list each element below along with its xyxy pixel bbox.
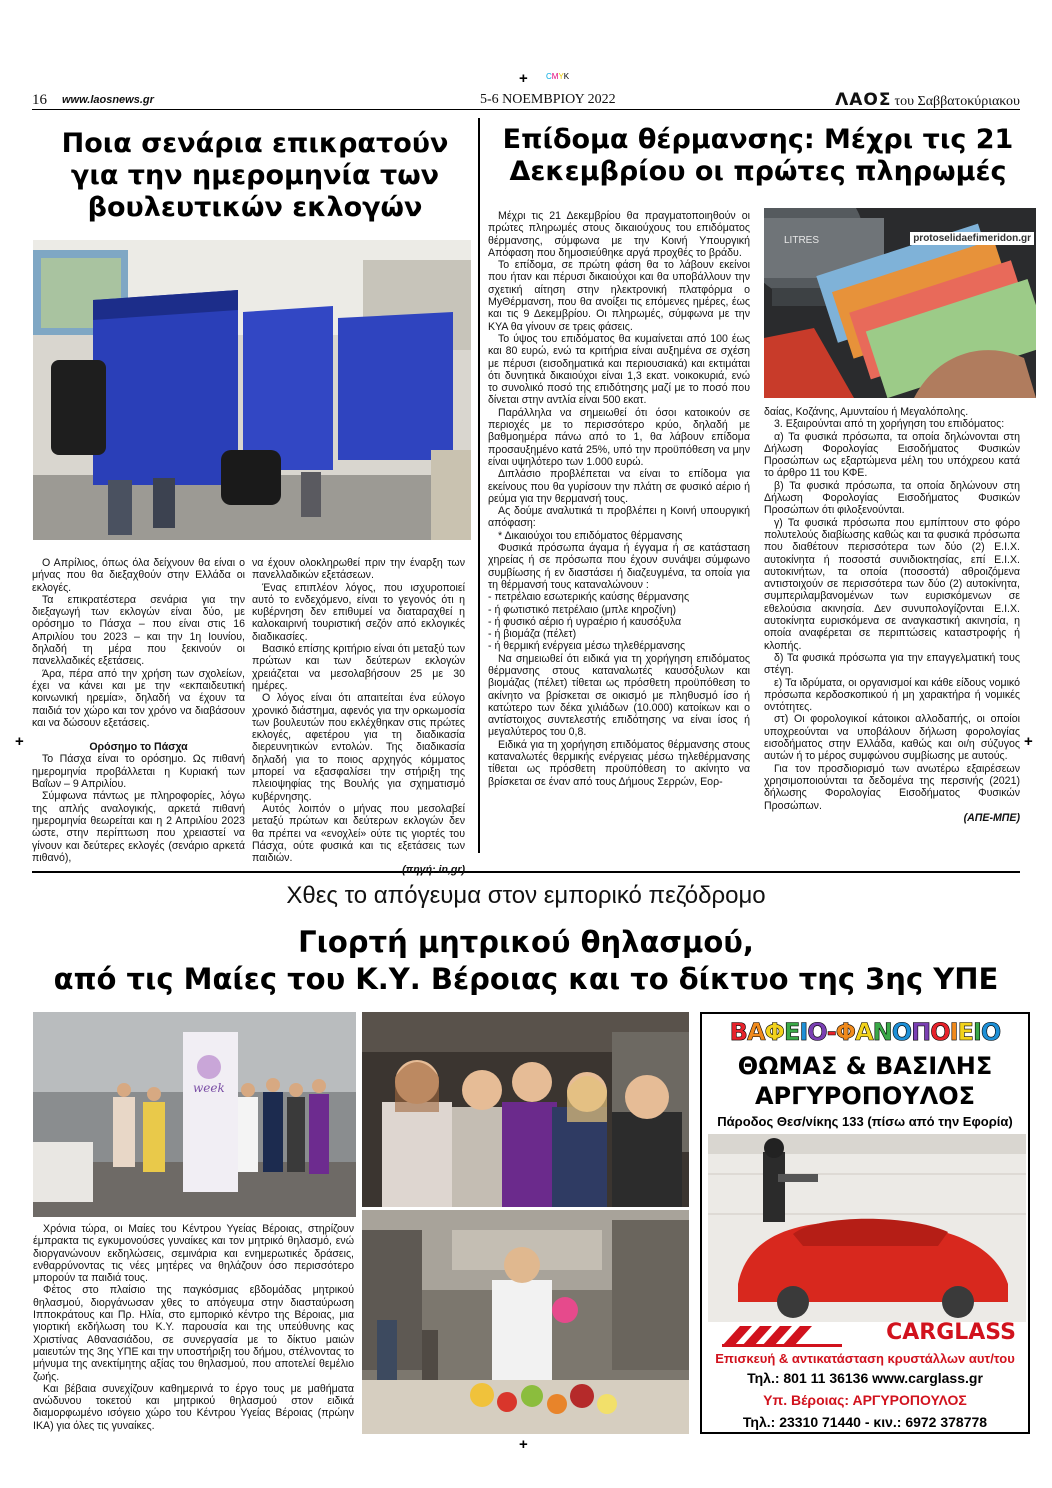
paragraph: Ειδικά για τη χορήγηση επιδόματος θέρμανσης στους καταναλωτές θερμικής ενέργειας μέσω τηλεθέρμανσης τίθεται ως πρόσθετη προϋπόθεση το ακίνητο να βρίσκεται σε έναν από τους Δήμους Σερρών, Εορ- <box>488 738 750 788</box>
ad-heading <box>702 1018 1028 1046</box>
paragraph: Και βέβαια συνεχίζουν καθημερινά το έργο τους με μαθήματα ανώδυνου τοκετού και μητρικού θηλασμού στον ειδικά διαμορφωμένο ισόγειο χώρο του Κέντρου Υγείας Βέροιας (πρώην ΙΚΑ) για όλες τις γυναίκες. <box>33 1382 354 1432</box>
article1-col1 <box>32 557 245 864</box>
paragraph: γ) Τα φυσικά πρόσωπα που εμπίπτουν στο φόρο πολυτελούς διαβίωσης καθώς και τα φυσικά πρόσωπα που διαθέτουν περισσότερα των δύο (2) Ε.Ι.Χ. αυτοκίνητα ή ποσοστά συνιδιοκτησίας, επί Ε.Ι.Χ. αυτοκινήτων, τα οποία (ποσοστά) αθροιζόμενα αντιστοιχούν σε περισσότερα των δύο (2) αυτοκίνητα, συμπεριλαμβανομένων των ευρισκόμενων σε εθελούσια ακινησία. Δεν συνυπολογίζονται Ε.Ι.Χ. αυτοκίνητα ευρισκόμενα σε αναγκαστική ακινησία, η οποία αναφέρεται σε περιπτώσεις καταστροφής ή κλοπής. <box>764 516 1020 652</box>
page-header <box>32 92 1020 110</box>
paragraph: * Δικαιούχοι του επιδόματος θέρμανσης <box>498 529 683 542</box>
heating-money-photo <box>764 208 1036 398</box>
article2-col2 <box>764 406 1020 824</box>
page-number: 16 <box>32 92 47 108</box>
paragraph: Ένας επιπλέον λόγος, που ισχυροποιεί αυτό το ενδεχόμενο, είναι το γεγονός ότι η κυβέρνηση δεν επιθυμεί να διαταραχθεί η καλοκαιρινή τουριστική σεζόν από εκλογικές διαδικασίες. <box>252 581 465 643</box>
bodyshop-advertisement[interactable] <box>700 1012 1030 1434</box>
cmyk-y: Y <box>558 72 564 81</box>
ad-owner-surname: ΑΡΓΥΡΟΠΟΥΛΟΣ <box>754 1082 976 1110</box>
banner-text: week <box>193 1081 225 1095</box>
article2-title: Επίδομα θέρμανσης: Μέχρι τις 21 Δεκεμβρίου οι πρώτες πληρωμές <box>502 124 1014 187</box>
registration-mark-left: + <box>15 733 24 750</box>
brand-logo: ΛΑΟΣ <box>835 90 892 110</box>
paint-booth-photo <box>708 1134 1026 1322</box>
paragraph: Το Πάσχα είναι το ορόσημο. Ως πιθανή ημερομηνία προβάλλεται η Κυριακή των Βαΐων – 9 Απριλίου. <box>32 753 245 791</box>
street-celebration-photo <box>362 1210 689 1434</box>
article3-title-line1: Γιορτή μητρικού θηλασμού, <box>298 925 754 959</box>
paragraph: Αυτός λοιπόν ο μήνας που μεσολαβεί μεταξύ πρώτων και δεύτερων εκλογών δεν θα πρέπει να «ενοχλεί» ούτε τις γιορτές του Πάσχα, ούτε φυσικά και τις εξετάσεις των παιδιών. <box>252 802 465 865</box>
article3-title-line2: από τις Μαίες του Κ.Υ. Βέροιας και το δίκτυο της 3ης ΥΠΕ <box>53 962 999 997</box>
article1-title: Ποια σενάρια επικρατούν για την ημερομηνία των βουλευτικών εκλογών <box>61 128 449 223</box>
list-item: - πετρέλαιο εσωτερικής καύσης θέρμανσης <box>488 591 690 604</box>
list-item: - ή φωτιστικό πετρέλαιο (μπλε κηροζίνη) <box>488 603 677 616</box>
ad-service: Επισκευή & αντικατάσταση κρυστάλλων αυτ/του <box>715 1351 1015 1366</box>
issue-date: 5-6 ΝΟΕΜΒΡΙΟΥ 2022 <box>480 92 616 107</box>
article1-source: (πηγή: in,gr) <box>402 864 465 877</box>
paragraph: Διπλάσιο προβλέπεται να είναι το επίδομα για εκείνους που θα γυρίσουν την πλάτη σε φυσικό αέριο ή ρεύμα για την θερμανσή τους. <box>488 468 750 505</box>
paragraph: Να σημειωθεί ότι ειδικά για τη χορήγηση επιδόματος θέρμανσης στους καταναλωτές καυσόξυλων και βιομάζας (πέλετ) τίθεται ως πρόσθετη προϋπόθεση το ακίνητο να βρίσκεται σε οικισμό με πληθυσμό ίσο ή κατώτερο των δέκα χιλιάδων (10.000) κατοίκων και ο αντίστοιχος συντελεστής επιδότησης να είναι ίσος ή μεγαλύτερος του 0,8. <box>488 652 750 739</box>
site-url[interactable]: www.laosnews.gr <box>62 94 154 106</box>
paragraph: α) Τα φυσικά πρόσωπα, τα οποία δηλώνονται στη Δήλωση Φορολογίας Εισοδήματος Φυσικών Προσώπων ως εξαρτώμενα μέλη του υπόχρεου κατά το άρθρο 11 του ΚΦΕ. <box>764 430 1020 480</box>
paragraph: Φέτος στο πλαίσιο της παγκόσμιας εβδομάδας μητρικού θηλασμού, διοργάνωσαν χθες το απόγευμα στην διασταύρωση Ιπποκράτους και Πρ. Ηλία, στο εμπορικό κέντρο της Βέροιας, μια γιορτική εκδήλωση του Κ.Υ. παρουσία και της υπεύθυνης κας Χριστίνας Αθανασιάδου, σε συνεργασία με το δίκτυο μαιών μαιευτών της 3ης ΥΠΕ και την υποστήριξη του δήμου, στέλνοντας το μήνυμα της ανεκτίμητης αξίας του θηλασμού, που αποτελεί θεμέλιο ζωής. <box>33 1284 354 1383</box>
paragraph: δαίας, Κοζάνης, Αμυνταίου ή Μεγαλόπολης. <box>764 406 969 418</box>
midwives-group-photo <box>33 1012 356 1217</box>
watermark: protoselidaefimeridon.gr <box>910 232 1034 245</box>
paragraph: Χρόνια τώρα, οι Μαίες του Κέντρου Υγείας Βέροιας, στηρίζουν έμπρακτα τις εγκυμονούσες γυναίκες και τον μητρικό θηλασμό, ενώ διοργανώνουν εκδηλώσεις, σεμινάρια και ενημερωτικές δράσεις, ενθαρρύνοντας τις νέες μητέρες να θηλάζουν όσο περισσότερο μπορούν τα παιδιά τους. <box>33 1223 354 1285</box>
article1-col2 <box>252 557 465 877</box>
paragraph: ε) Τα ιδρύματα, οι οργανισμοί και κάθε είδους νομικό πρόσωπα κερδοσκοπικού ή μη χαρακτήρα ή νομικές οντότητες. <box>764 676 1020 714</box>
election-booth-photo <box>33 240 471 540</box>
ad-branch: Υπ. Βέροιας: ΑΡΓΥΡΟΠΟΥΛΟΣ <box>763 1392 967 1408</box>
paragraph: δ) Τα φυσικά πρόσωπα για την επαγγελματική τους στέγη. <box>764 651 1020 677</box>
ad-phone-web[interactable]: Τηλ.: 801 11 36136 www.carglass.gr <box>747 1370 983 1386</box>
column-divider <box>478 118 480 853</box>
carglass-brand: CARGLASS <box>886 1320 1016 1345</box>
cmyk-strip <box>546 72 569 81</box>
midwives-closeup-photo <box>362 1012 689 1207</box>
paragraph: Βασικό επίσης κριτήριο είναι ότι μεταξύ των πρώτων και των δεύτερων εκλογών χρειάζεται να μεσολαβήσουν 25 με 30 ημέρες. <box>252 643 466 692</box>
cmyk-m: M <box>551 72 559 81</box>
article3-kicker: Χθες το απόγευμα στον εμπορικό πεζόδρομο <box>286 882 766 909</box>
registration-mark-right: + <box>1024 733 1033 750</box>
paragraph: Μέχρι τις 21 Δεκεμβρίου θα πραγματοποιηθούν οι πρώτες πληρωμές στους δικαιούχους του επιδόματος θέρμανσης, σύμφωνα με την Κοινή Υπουργική Απόφαση που δημοσιεύθηκε αργά προχθές το βράδυ. <box>488 210 750 259</box>
ad-phones[interactable]: Τηλ.: 23310 71440 - κιν.: 6972 378778 <box>742 1414 988 1430</box>
list-item: - ή φυσικό αέριο ή υγραέριο ή καυσόξυλα <box>488 615 682 628</box>
article3-body <box>33 1223 354 1432</box>
paragraph: Παράλληλα να σημειωθεί ότι όσοι κατοικούν σε περιοχές με το περισσότερο κρύο, δηλαδή με βαθμοημέρα πάνω από το 1, θα λάβουν επίδομα προσαυξημένο κατά 25%, υπό την προϋπόθεση να μην είναι υψηλότερο των 1.000 ευρώ. <box>488 406 750 468</box>
ad-address: Πάροδος Θεσ/νίκης 133 (πίσω από την Εφορία) <box>717 1114 1013 1129</box>
paragraph: Το επίδομα, σε πρώτη φάση θα το λάβουν εκείνοι που ήταν και πέρυσι δικαιούχοι και θα υποβάλλουν την σχετική αίτηση στην ηλεκτρονική πλατφόρμα ο ΜyΘέρμανση, που θα ανοίξει τις επόμενες ημέρες, έως και τις 9 Δεκεμβρίου. Οι πληρωμές, σύμφωνα με την ΚΥΑ θα γίνουν σε τρεις φάσεις. <box>488 259 750 333</box>
cmyk-k: K <box>563 72 570 81</box>
ad-heading-text: ΒΑΦΕΙΟ-ΦΑΝΟΠΟΙΕΙΟ <box>729 1018 1001 1046</box>
paragraph: Σύμφωνα πάντως με πληροφορίες, λόγω της απλής αναλογικής, αρκετά πιθανή ημερομηνία θεωρείται και η 2 Απριλίου 2023 ώστε, στην περίπτωση που χρειαστεί να γίνουν και δεύτερες εκλογές (σενάριο αρκετά πιθανό), <box>32 790 245 864</box>
paragraph: Για τον προσδιορισμό των ανωτέρω εξαιρέσεων χρησιμοποιούνται τα δεδομένα της περσινής (2021) δήλωσης Φορολογίας Εισοδήματος Φυσικών Προσώπων. <box>764 762 1020 812</box>
cmyk-c: C <box>546 72 552 81</box>
paragraph: Ο Απρίλιος, όπως όλα δείχνουν θα είναι ο μήνας που θα διεξαχθούν στην Ελλάδα οι εκλογές. <box>32 557 245 594</box>
article2-source: (ΑΠΕ-ΜΠΕ) <box>963 811 1020 824</box>
registration-mark-bottom: + <box>519 1436 528 1453</box>
paragraph: Τα επικρατέστερα σενάρια για την διεξαγωγή των εκλογών είναι δύο, με ορόσημο το Πάσχα – που είναι στις 16 Απριλίου του 2023 – και την 1η Ιουνίου, δηλαδή τη μέρα που ξεκινούν οι πανελλαδικές εξετάσεις. <box>32 593 245 668</box>
list-item: - ή θερμική ενέργεια μέσω τηλεθέρμανσης <box>488 640 686 653</box>
paragraph: Ο λόγος είναι ότι απαιτείται ένα εύλογο χρονικό διάστημα, αφενός για την ορκωμοσία των βουλευτών που εκλέχθηκαν στις πρώτες εκλογές, αφετέρου για τη διαδικασία διερευνητικών εντολών. Της διαδικασία δηλαδή για το ποιος αρχηγός κόμματος μπορεί να εξασφαλίσει την στήριξη της πλειοψηφίας της Βουλής για σχηματισμό κυβέρνησης. <box>252 692 465 803</box>
ad-owner-names: ΘΩΜΑΣ & ΒΑΣΙΛΗΣ <box>737 1052 993 1080</box>
article2-col1 <box>488 210 750 788</box>
masthead-brand <box>835 90 1020 110</box>
paragraph: στ) Οι φορολογικοί κάτοικοι αλλοδαπής, οι οποίοι υποχρεούνται να υποβάλουν δήλωση φορολογίας εισοδήματος στην Ελλάδα, καθώς και οι/η σύζυγος αυτών ή το μέρος συμφώνου συμβίωσης με αυτούς. <box>764 713 1020 763</box>
pump-label: LITRES <box>784 235 820 246</box>
paragraph: να έχουν ολοκληρωθεί πριν την έναρξη των πανελλαδικών εξετάσεων. <box>252 557 465 582</box>
paragraph: β) Τα φυσικά πρόσωπα, τα οποία δηλώνουν στη Δήλωση Φορολογίας Εισοδήματος Φυσικών Προσώπων ότι φιλοξενούνται. <box>764 479 1020 517</box>
registration-mark-top: + <box>519 70 528 87</box>
paragraph: Το ύψος του επιδόματος θα κυμαίνεται από 100 έως και 80 ευρώ, ενώ τα κριτήρια είναι αυξημένα σε σχέση με πέρυσι (εισοδηματικά και περιουσιακά) και εκτιμάται ότι δυνητικά δικαιούχοι είναι 1,3 εκατ. νοικοκυριά, ενώ το συνολικό ποσό της επιδότησης μαζί με το ποσό που δίνεται στην αντλία είναι 500 εκατ. <box>488 332 750 407</box>
paragraph: Άρα, πέρα από την χρήση των σχολείων, έχει να κάνει και με την «εκπαιδευτική κοινωνική ηρεμία», δηλαδή να έχουν τα παιδιά τον χώρο και τον χρόνο να διαβάσουν και να δώσουν εξετάσεις. <box>32 667 245 729</box>
list-item: - ή βιομάζα (πέλετ) <box>488 628 577 641</box>
article3-title <box>32 924 1020 998</box>
section-divider <box>32 871 1020 873</box>
article1-subhead: Ορόσημο το Πάσχα <box>89 741 188 754</box>
paragraph: Φυσικά πρόσωπα άγαμα ή έγγαμα ή σε κατάσταση χηρείας ή σε πρόσωπα που έχουν συνάψει σύμφωνο συμβίωσης ή εν διαστάσει ή διαζευγμένα, τα οποία για τη θέρμανσή τους καταναλώνουν : <box>488 542 750 591</box>
paragraph: Ας δούμε αναλυτικά τι προβλέπει η Κοινή υπουργική απόφαση: <box>488 505 750 530</box>
paragraph: 3. Εξαιρούνται από τη χορήγηση του επιδόματος: <box>774 418 1005 431</box>
brand-suffix: του Σαββατοκύριακου <box>894 94 1020 109</box>
